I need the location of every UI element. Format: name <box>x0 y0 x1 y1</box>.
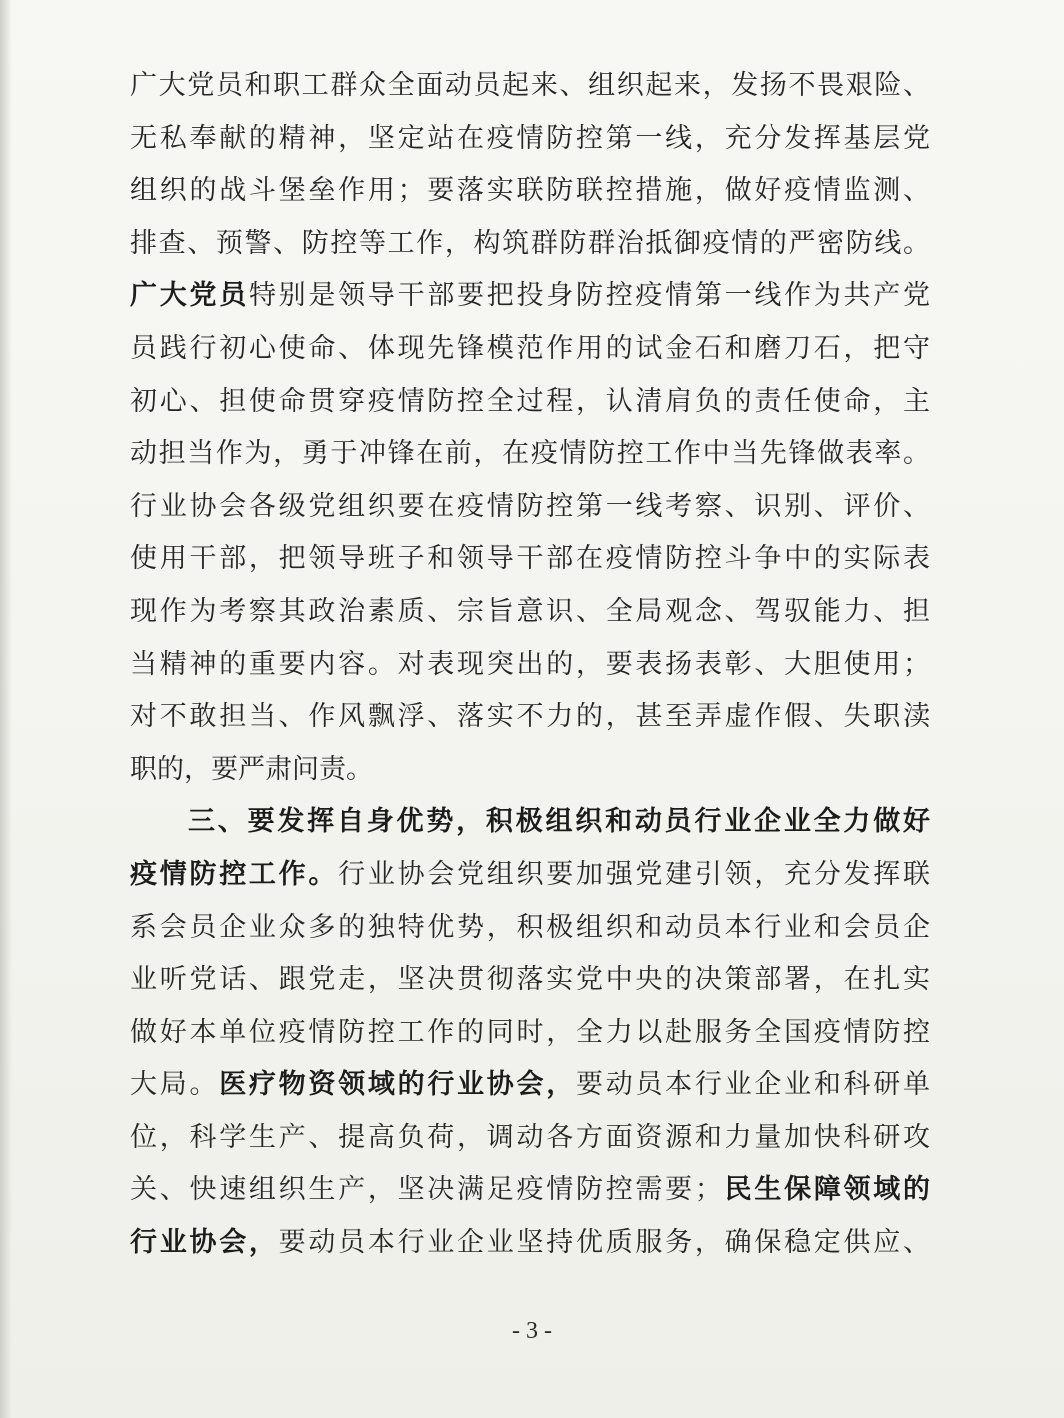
text-segment: 位，科学生产、提高负荷，调动各方面资源和力量加快科研攻 <box>130 1121 930 1153</box>
bold-text-segment: 广大党员 <box>130 280 249 312</box>
bold-text-segment: 三、要发挥自身优势，积极组织和动员行业企业全力做好 <box>188 806 930 838</box>
text-line <box>130 165 930 218</box>
text-segment: 行业协会党组织要加强党建引领，充分发挥联 <box>338 858 931 890</box>
bold-text-segment: 民生保障领域的 <box>721 1174 931 1206</box>
text-line <box>130 218 930 271</box>
text-line <box>130 428 930 481</box>
text-segment: 大局。 <box>130 1069 220 1101</box>
text-line <box>130 481 930 534</box>
text-segment: 现作为考察其政治素质、宗旨意识、全局观念、驾驭能力、担 <box>130 595 930 627</box>
text-segment: 动担当作为，勇于冲锋在前，在疫情防控工作中当先锋做表率。 <box>130 438 930 470</box>
text-segment: 特别是领导干部要把投身防控疫情第一线作为共产党 <box>248 280 931 312</box>
text-line <box>130 1217 930 1270</box>
text-line <box>130 323 930 376</box>
text-segment: 做好本单位疫情防控工作的同时，全力以赴服务全国疫情防控 <box>130 1016 930 1048</box>
text-line <box>130 1112 930 1165</box>
text-segment: 使用干部，把领导班子和领导干部在疫情防控斗争中的实际表 <box>130 543 930 575</box>
text-segment: 要动员本行业企业和科研单 <box>575 1069 931 1101</box>
text-line <box>130 1007 930 1060</box>
text-segment: 系会员企业众多的独特优势，积极组织和动员本行业和会员企 <box>130 911 930 943</box>
bold-text-segment: 行业协会， <box>130 1227 279 1259</box>
text-line <box>130 586 930 639</box>
text-segment: 广大党员和职工群众全面动员起来、组织起来，发扬不畏艰险、 <box>130 70 930 101</box>
body-text <box>130 60 930 1270</box>
text-line <box>130 744 930 797</box>
text-line <box>130 954 930 1007</box>
page-number: - 3 - <box>512 1318 552 1344</box>
text-line <box>130 1059 930 1112</box>
text-segment: 业听党话、跟党走，坚决贯彻落实党中央的决策部署，在扎实 <box>130 964 930 996</box>
text-line <box>130 691 930 744</box>
text-segment: 对不敢担当、作风飘浮、落实不力的，甚至弄虚作假、失职渎 <box>130 701 930 733</box>
text-line <box>130 270 930 323</box>
text-line <box>130 60 930 113</box>
text-segment: 员践行初心使命、体现先锋模范作用的试金石和磨刀石，把守 <box>130 332 930 364</box>
text-segment: 无私奉献的精神，坚定站在疫情防控第一线，充分发挥基层党 <box>130 122 930 154</box>
text-line <box>130 113 930 166</box>
text-segment: 组织的战斗堡垒作用；要落实联防联控措施，做好疫情监测、 <box>130 175 930 207</box>
bold-text-segment: 疫情防控工作。 <box>130 858 339 890</box>
text-segment: 行业协会各级党组织要在疫情防控第一线考察、识别、评价、 <box>130 490 930 522</box>
text-segment: 初心、担使命贯穿疫情防控全过程，认清肩负的责任使命，主 <box>130 385 930 417</box>
text-segment: 要动员本行业企业坚持优质服务，确保稳定供应、 <box>278 1227 931 1259</box>
text-segment: 当精神的重要内容。对表现突出的，要表扬表彰、大胆使用； <box>130 648 930 680</box>
text-segment: 职的，要严肃问责。 <box>130 753 373 785</box>
text-line <box>130 1164 930 1217</box>
text-line <box>130 639 930 692</box>
text-line <box>130 902 930 955</box>
text-segment: 排查、预警、防控等工作，构筑群防群治抵御疫情的严密防线。 <box>130 227 930 259</box>
text-line <box>130 533 930 586</box>
page-shadow-edge <box>0 0 12 1418</box>
text-line <box>130 376 930 429</box>
bold-text-segment: 医疗物资领域的行业协会， <box>219 1069 576 1101</box>
text-line <box>130 796 930 849</box>
text-line <box>130 849 930 902</box>
text-segment: 关、快速组织生产，坚决满足疫情防控需要； <box>130 1174 722 1206</box>
